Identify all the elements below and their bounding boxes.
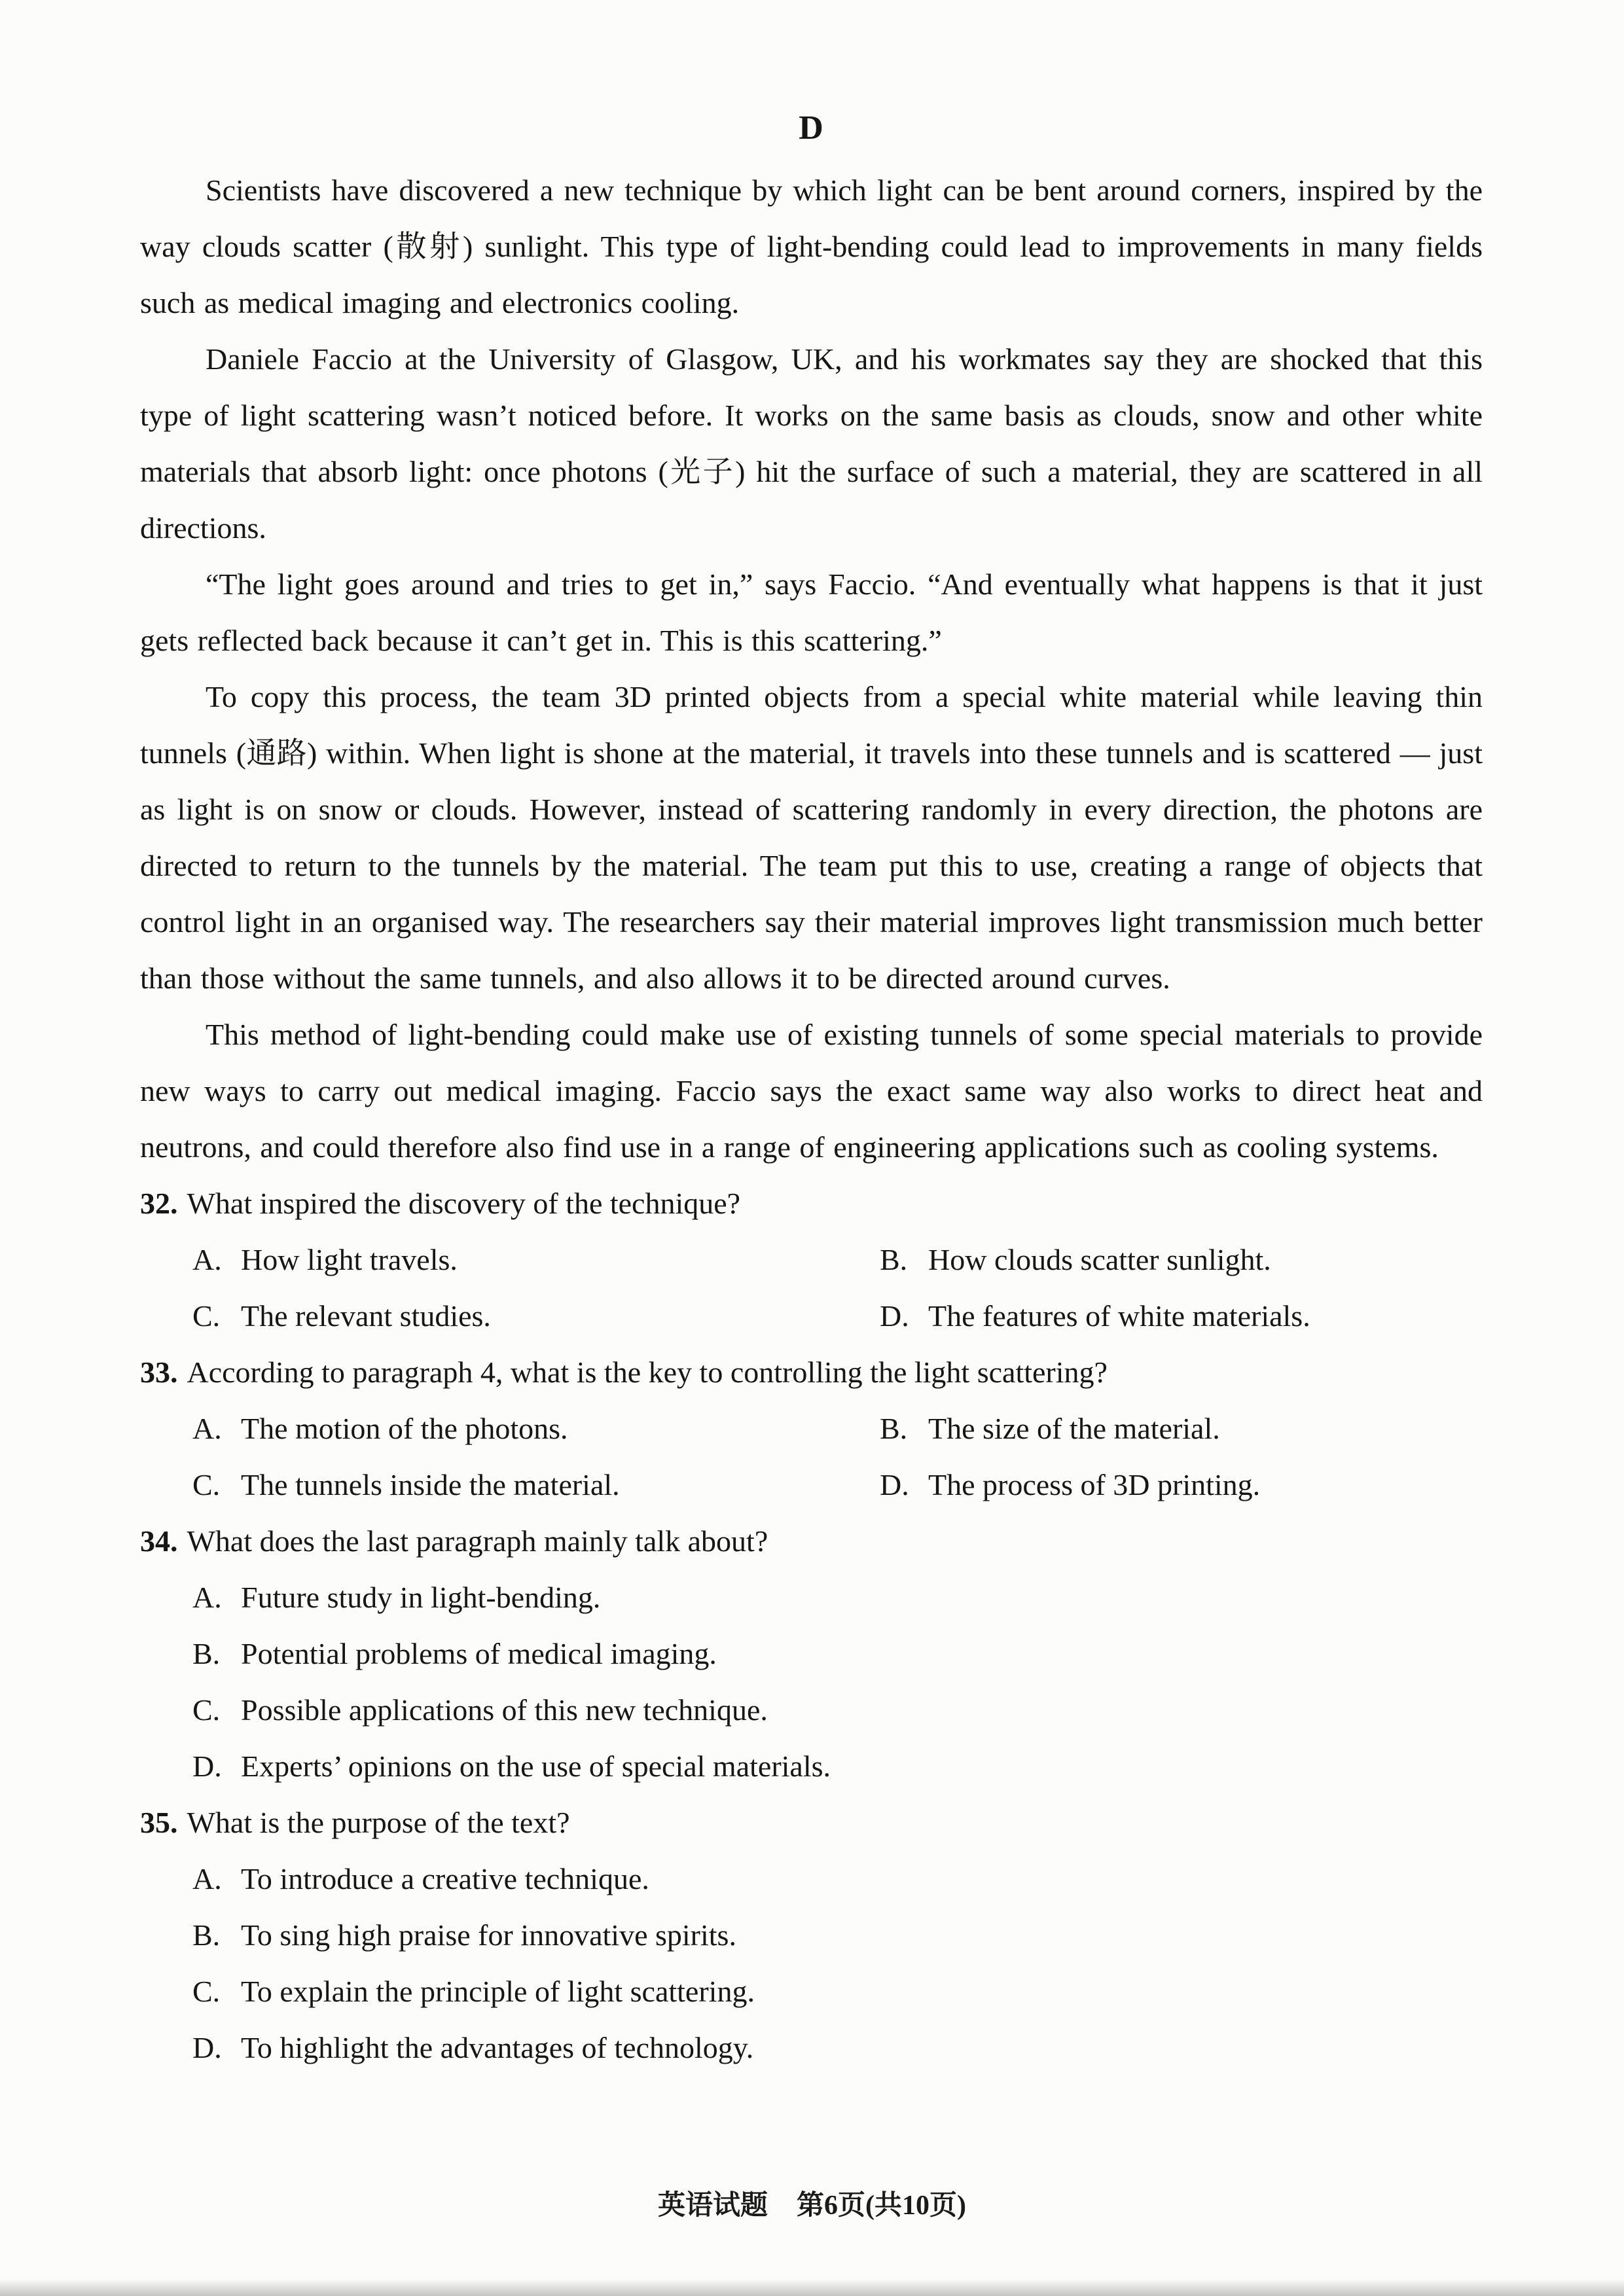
- option-label: A.: [192, 1862, 222, 1895]
- option-label: A.: [192, 1581, 222, 1614]
- option-text: The size of the material.: [928, 1412, 1220, 1445]
- option-d: [880, 1457, 1483, 1513]
- passage-paragraph-3: “The light goes around and tries to get in,” says Faccio. “And eventually what happens is that it just gets reflected back because it can’t get in. This is this scattering.”: [140, 567, 1483, 657]
- option-text: Potential problems of medical imaging.: [241, 1637, 717, 1670]
- option-label: D.: [192, 2031, 222, 2064]
- question-stem: [140, 1175, 1483, 1232]
- question-number: 33.: [140, 1355, 178, 1389]
- question-33: [140, 1344, 1483, 1513]
- option-text: The tunnels inside the material.: [241, 1468, 620, 1501]
- question-number: 35.: [140, 1806, 178, 1839]
- option-text: How light travels.: [241, 1243, 458, 1276]
- scan-edge-shadow: [0, 2279, 1624, 2296]
- option-row: [192, 1457, 1483, 1513]
- passage-paragraph-4: To copy this process, the team 3D printed objects from a special white material while leaving thin tunnels (通路) within. When light is shone at the material, it travels into these tunnels and is scattered — just as light is on snow or clouds. However, instead of scattering randomly in every direction, the photons are directed to return to the tunnels by the material. The team put this to use, creating a range of objects that control light in an organised way. The researchers say their material improves light transmission much better than those without the same tunnels, and also allows it to be directed around curves.: [140, 680, 1483, 995]
- question-34: [140, 1513, 1483, 1795]
- option-c: [192, 1457, 880, 1513]
- option-label: C.: [192, 1693, 221, 1727]
- question-number: 32.: [140, 1187, 178, 1220]
- option-label: D.: [880, 1299, 909, 1333]
- question-options: [140, 1401, 1483, 1513]
- page-footer: [0, 2189, 1624, 2223]
- option-row: [192, 1401, 1483, 1457]
- footer-exam-title: 英语试题: [658, 2191, 768, 2221]
- passage-paragraph-1: Scientists have discovered a new technique by which light can be bent around corners, inspired by the way clouds scatter (散射) sunlight. This type of light-bending could lead to improvements in many fields such as medical imaging and electronics cooling.: [140, 173, 1483, 319]
- passage-paragraph-2: Daniele Faccio at the University of Glasgow, UK, and his workmates say they are shocked that this type of light scattering wasn’t noticed before. It works on the same basis as clouds, snow and other white materials that absorb light: once photons (光子) hit the surface of such a material, they are scattered in all directions.: [140, 342, 1483, 545]
- footer-page-number: 第6页(共10页): [797, 2191, 966, 2221]
- question-text: What inspired the discovery of the technique?: [187, 1187, 741, 1220]
- option-b: [880, 1401, 1483, 1457]
- option-text: Possible applications of this new technique.: [241, 1693, 768, 1727]
- option-b: [192, 1626, 1483, 1682]
- passage-paragraph-5: This method of light-bending could make use of existing tunnels of some special materials to provide new ways to carry out medical imaging. Faccio says the exact same way also works to direct heat and neutrons, and could therefore also find use in a range of engineering applications such as cooling systems.: [140, 1018, 1483, 1164]
- question-text: What does the last paragraph mainly talk about?: [187, 1524, 768, 1558]
- option-c: [192, 1682, 1483, 1738]
- option-row: [192, 1232, 1483, 1288]
- option-label: A.: [192, 1243, 222, 1276]
- option-label: B.: [192, 1637, 221, 1670]
- option-text: How clouds scatter sunlight.: [928, 1243, 1271, 1276]
- option-a: [192, 1401, 880, 1457]
- option-text: The process of 3D printing.: [928, 1468, 1261, 1501]
- option-label: A.: [192, 1412, 222, 1445]
- option-d: [192, 2020, 1483, 2076]
- option-text: Experts’ opinions on the use of special materials.: [241, 1749, 831, 1783]
- question-options: [140, 1851, 1483, 2076]
- question-stem: [140, 1344, 1483, 1401]
- option-d: [880, 1288, 1483, 1344]
- option-b: [880, 1232, 1483, 1288]
- option-label: B.: [880, 1412, 908, 1445]
- option-label: D.: [880, 1468, 909, 1501]
- option-label: C.: [192, 1468, 221, 1501]
- question-text: What is the purpose of the text?: [187, 1806, 570, 1839]
- option-a: [192, 1232, 880, 1288]
- question-stem: [140, 1795, 1483, 1851]
- option-label: D.: [192, 1749, 222, 1783]
- option-text: Future study in light-bending.: [241, 1581, 601, 1614]
- option-text: The features of white materials.: [928, 1299, 1310, 1333]
- option-c: [192, 1288, 880, 1344]
- option-label: C.: [192, 1975, 221, 2008]
- option-text: To sing high praise for innovative spirits.: [241, 1918, 736, 1952]
- question-35: [140, 1795, 1483, 2076]
- option-text: The motion of the photons.: [241, 1412, 568, 1445]
- option-text: To explain the principle of light scattering.: [241, 1975, 755, 2008]
- option-c: [192, 1964, 1483, 2020]
- question-stem: [140, 1513, 1483, 1570]
- option-label: B.: [192, 1918, 221, 1952]
- question-text: According to paragraph 4, what is the key to controlling the light scattering?: [187, 1355, 1108, 1389]
- option-text: To introduce a creative technique.: [241, 1862, 649, 1895]
- option-b: [192, 1907, 1483, 1964]
- question-32: [140, 1175, 1483, 1344]
- option-text: The relevant studies.: [241, 1299, 491, 1333]
- question-number: 34.: [140, 1524, 178, 1558]
- option-a: [192, 1570, 1483, 1626]
- section-label: D: [799, 109, 824, 147]
- option-label: C.: [192, 1299, 221, 1333]
- option-a: [192, 1851, 1483, 1907]
- question-options: [140, 1570, 1483, 1795]
- question-options: [140, 1232, 1483, 1344]
- option-text: To highlight the advantages of technology.: [241, 2031, 754, 2064]
- option-d: [192, 1738, 1483, 1795]
- option-label: B.: [880, 1243, 908, 1276]
- option-row: [192, 1288, 1483, 1344]
